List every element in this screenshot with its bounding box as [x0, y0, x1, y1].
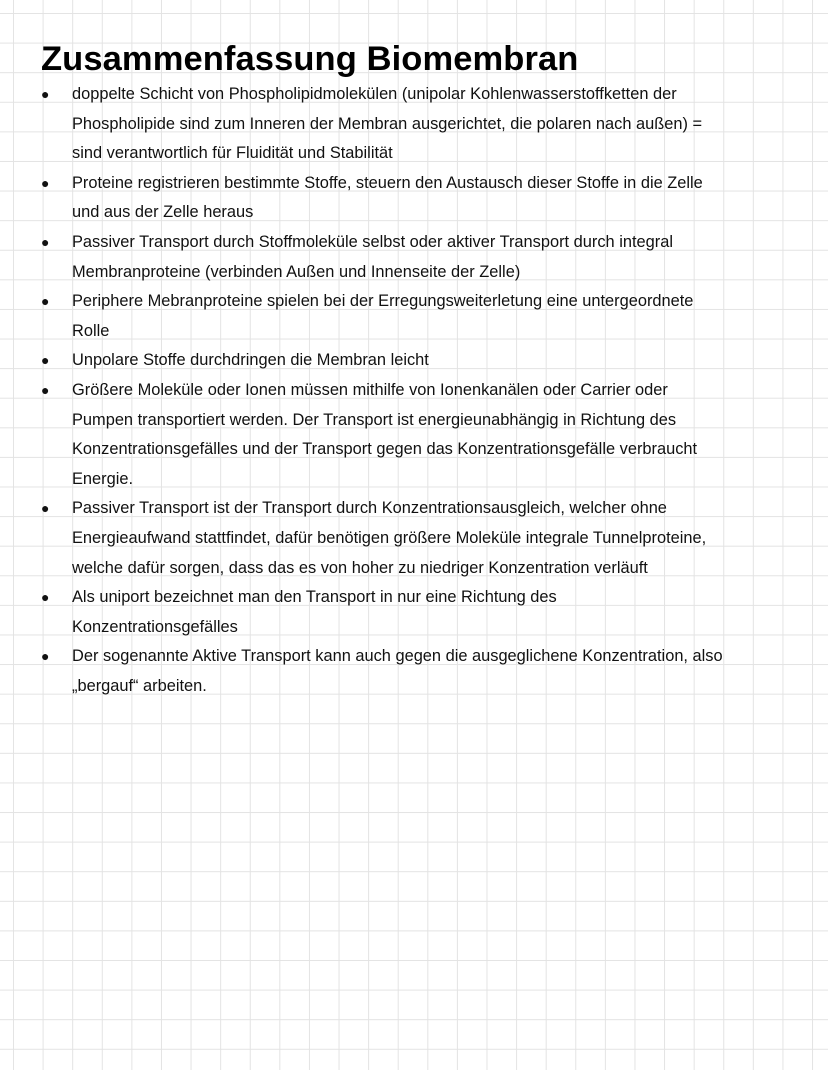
list-item — [0, 228, 723, 287]
list-item-text: Phospholipide sind zum Inneren der Membran ausgerichtet, die polaren nach außen) = — [72, 114, 703, 133]
list-item-text: Membranproteine (verbinden Außen und Innenseite der Zelle) — [72, 262, 521, 281]
bullet-icon: ● — [41, 174, 50, 191]
list-item-text: Passiver Transport durch Stoffmoleküle selbst oder aktiver Transport durch integral — [72, 232, 673, 251]
list-item-text: Konzentrationsgefälles und der Transport gegen das Konzentrationsgefälle verbraucht — [72, 440, 698, 459]
bullet-list — [0, 80, 723, 701]
list-item — [0, 287, 723, 346]
bullet-icon: ● — [41, 381, 50, 398]
list-item-text: Größere Moleküle oder Ionen müssen mithilfe von Ionenkanälen oder Carrier oder — [72, 380, 668, 399]
bullet-icon: ● — [41, 86, 50, 102]
list-item-text: Energieaufwand stattfindet, dafür benötigen größere Moleküle integrale Tunnelproteine, — [72, 528, 707, 547]
list-item-text: welche dafür sorgen, dass das es von hoher zu niedriger Konzentration verläuft — [72, 558, 648, 577]
list-item-text: Energie. — [72, 469, 134, 488]
list-item-text: Passiver Transport ist der Transport durch Konzentrationsausgleich, welcher ohne — [72, 499, 667, 518]
list-item-text: Konzentrationsgefälles — [72, 617, 238, 636]
list-item — [0, 376, 723, 494]
bullet-icon: ● — [41, 352, 50, 369]
list-item-text: doppelte Schicht von Phospholipidmolekülen (unipolar Kohlenwasserstoffketten der — [72, 85, 677, 103]
bullet-icon: ● — [41, 500, 50, 517]
list-item-text: „bergauf“ arbeiten. — [72, 676, 207, 695]
bullet-icon: ● — [41, 293, 50, 310]
bullet-icon: ● — [41, 233, 50, 250]
list-item-text: Der sogenannte Aktive Transport kann auch gegen die ausgeglichene Konzentration, also — [72, 647, 723, 666]
bullet-icon: ● — [41, 589, 50, 606]
list-item — [0, 169, 723, 228]
page-title: Zusammenfassung Biomembran — [41, 40, 579, 78]
bullet-icon: ● — [41, 648, 50, 665]
list-item-text: Pumpen transportiert werden. Der Transport ist energieunabhängig in Richtung des — [72, 410, 677, 429]
list-item-text: Rolle — [72, 321, 110, 340]
list-item-text: Unpolare Stoffe durchdringen die Membran leicht — [72, 351, 429, 370]
list-item-text: und aus der Zelle heraus — [72, 203, 254, 222]
list-item — [0, 583, 723, 642]
list-item — [0, 494, 723, 583]
list-item-text: sind verantwortlich für Fluidität und Stabilität — [72, 144, 393, 163]
list-item — [0, 346, 723, 376]
list-item-text: Periphere Mebranproteine spielen bei der Erregungsweiterletung eine untergeordnete — [72, 292, 694, 311]
list-item-text: Als uniport bezeichnet man den Transport in nur eine Richtung des — [72, 588, 557, 607]
list-item-text: Proteine registrieren bestimmte Stoffe, steuern den Austausch dieser Stoffe in die Zelle — [72, 173, 703, 192]
list-item — [0, 80, 723, 169]
list-item — [0, 642, 723, 701]
